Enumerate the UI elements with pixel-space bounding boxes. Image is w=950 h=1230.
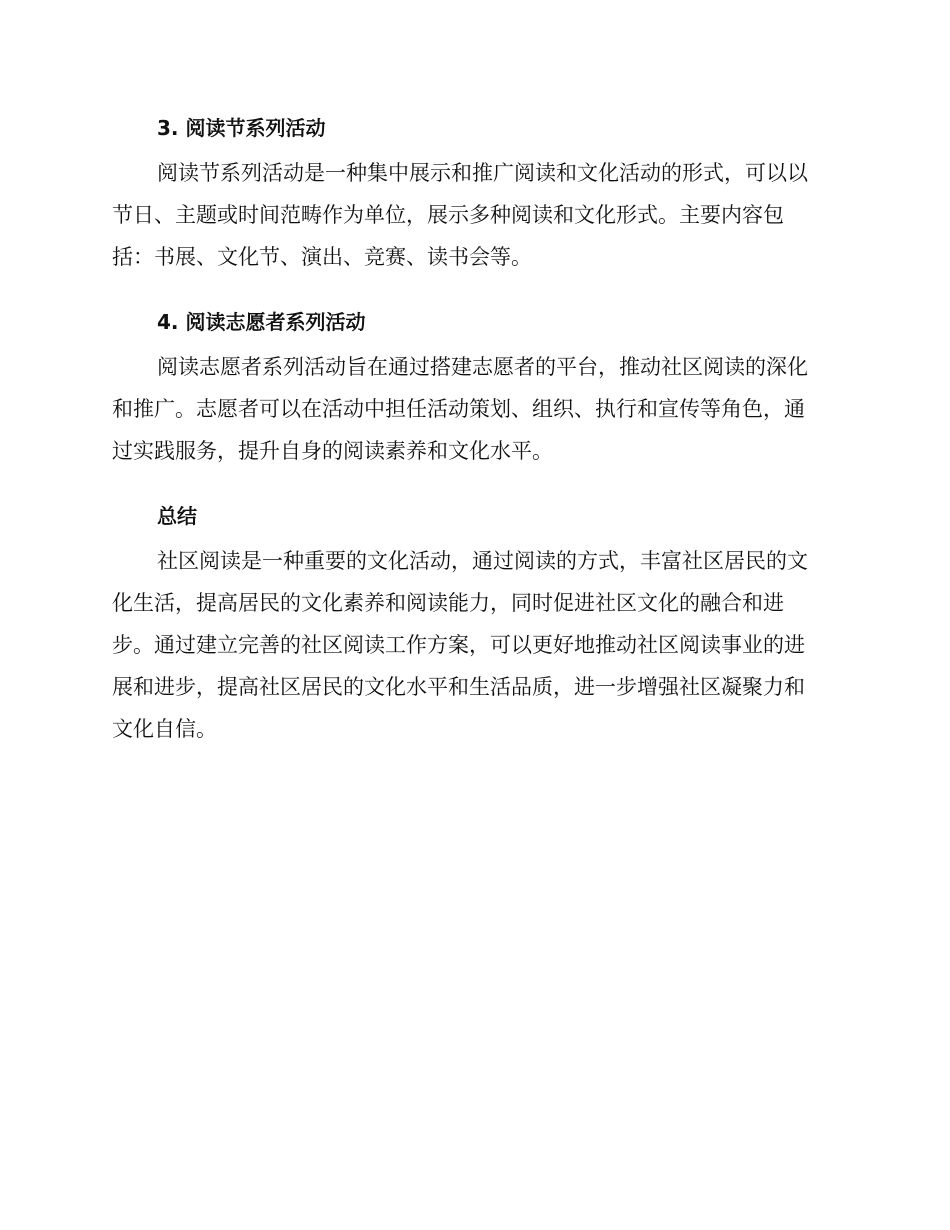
paragraph-line: 和推广。志愿者可以在活动中担任活动策划、组织、执行和宣传等角色，通 [112,397,805,421]
section-paragraph-reading-volunteers [112,346,832,492]
paragraph-line: 社区阅读是一种重要的文化活动，通过阅读的方式，丰富社区居民的文 [157,549,808,573]
paragraph-line: 节日、主题或时间范畴作为单位，展示多种阅读和文化形式。主要内容包 [112,203,784,227]
paragraph-line: 过实践服务，提升自身的阅读素养和文化水平。 [112,439,553,463]
section-heading-reading-festival: 3. 阅读节系列活动 [157,116,326,140]
paragraph-line: 阅读志愿者系列活动旨在通过搭建志愿者的平台，推动社区阅读的深化 [157,355,808,379]
paragraph-line: 步。通过建立完善的社区阅读工作方案，可以更好地推动社区阅读事业的进 [112,633,805,657]
section-heading-reading-volunteers: 4. 阅读志愿者系列活动 [157,310,366,334]
section-heading-summary: 总结 [157,504,197,528]
section-paragraph-summary [112,540,832,766]
paragraph-line: 文化自信。 [112,717,217,741]
paragraph-line: 阅读节系列活动是一种集中展示和推广阅读和文化活动的形式，可以以 [157,161,808,185]
paragraph-line: 展和进步，提高社区居民的文化水平和生活品质，进一步增强社区凝聚力和 [112,675,805,699]
paragraph-line: 化生活，提高居民的文化素养和阅读能力，同时促进社区文化的融合和进 [112,591,784,615]
document-body [112,104,832,766]
paragraph-line: 括：书展、文化节、演出、竞赛、读书会等。 [112,245,532,269]
section-paragraph-reading-festival [112,152,832,298]
